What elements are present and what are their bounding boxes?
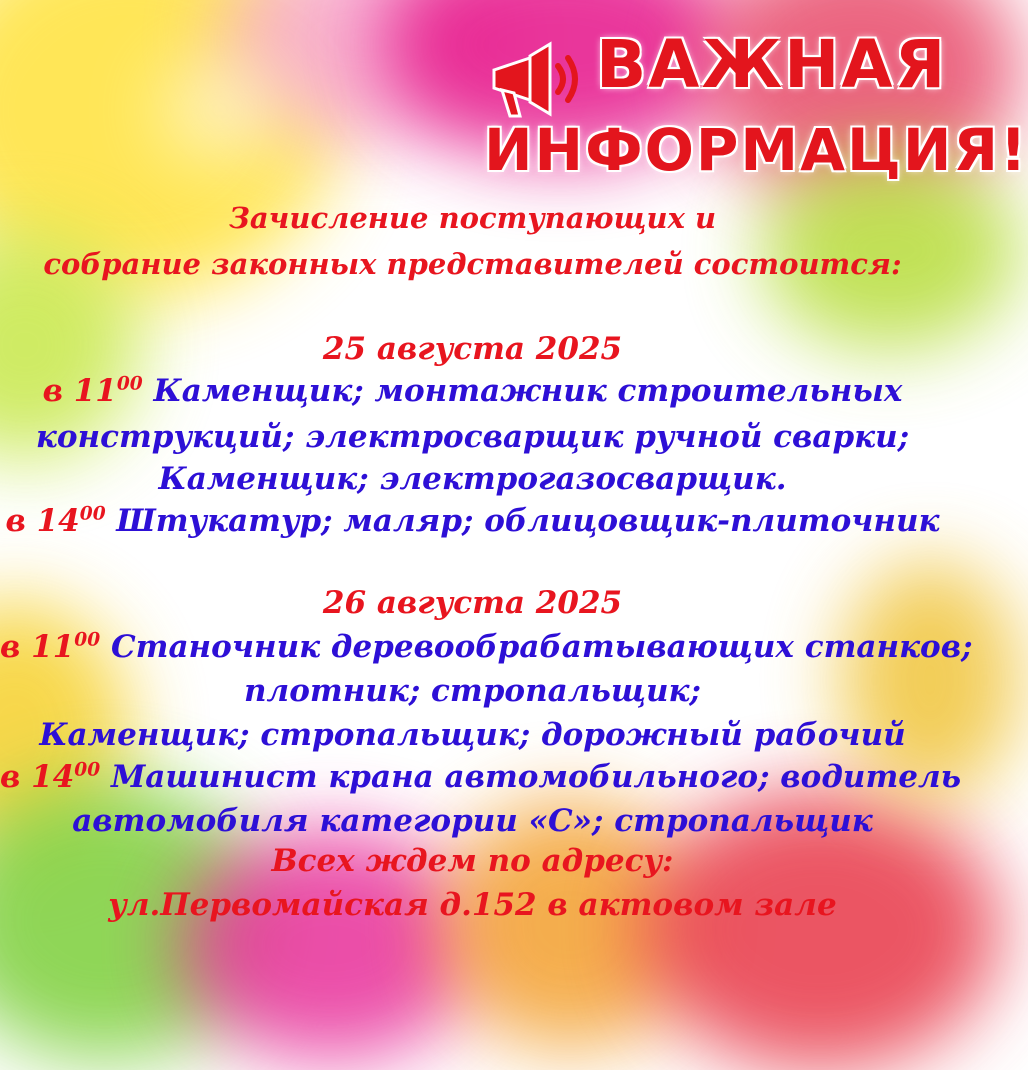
time-prefix: в $11^{00}$ xyxy=(42,373,143,409)
megaphone-icon xyxy=(484,36,584,126)
address-intro: Всех ждем по адресу: xyxy=(271,843,674,879)
day1-slot1-continued2: Каменщик; электрогазосварщик. xyxy=(158,461,787,497)
time-prefix: в $14^{00}$ xyxy=(5,503,106,539)
day2-date: 26 августа 2025 xyxy=(322,585,623,621)
day1-slot1 xyxy=(0,373,945,409)
day1-slot1-continued: конструкций; электросварщик ручной сварки; xyxy=(35,419,910,455)
banner-title-line1: ВАЖНАЯ xyxy=(596,26,948,103)
day2-slot2 xyxy=(0,759,962,795)
intro-line1: Зачисление поступающих и xyxy=(228,201,717,235)
important-info-banner xyxy=(478,18,1028,196)
professions-text: Станочник деревообрабатывающих станков; xyxy=(100,629,973,665)
intro-line2: собрание законных представителей состоится: xyxy=(43,247,902,281)
day2-slot1-continued2: Каменщик; стропальщик; дорожный рабочий xyxy=(39,717,906,753)
address-line: ул.Первомайская д.152 в актовом зале xyxy=(108,887,837,923)
day1-date: 25 августа 2025 xyxy=(322,331,623,367)
time-prefix: в $14^{00}$ xyxy=(0,759,101,795)
professions-text: Машинист крана автомобильного; водитель xyxy=(100,759,962,795)
professions-text: Каменщик; монтажник строительных xyxy=(142,373,903,409)
day2-slot1 xyxy=(0,629,973,665)
time-prefix: в $11^{00}$ xyxy=(0,629,101,665)
day2-slot2-continued: автомобиля категории «С»; стропальщик xyxy=(72,803,873,839)
day1-slot2 xyxy=(0,503,945,539)
professions-text: Штукатур; маляр; облицовщик-плиточник xyxy=(105,503,940,539)
day2-slot1-continued: плотник; стропальщик; xyxy=(244,673,701,709)
banner-title-line2: ИНФОРМАЦИЯ! xyxy=(484,116,1028,184)
